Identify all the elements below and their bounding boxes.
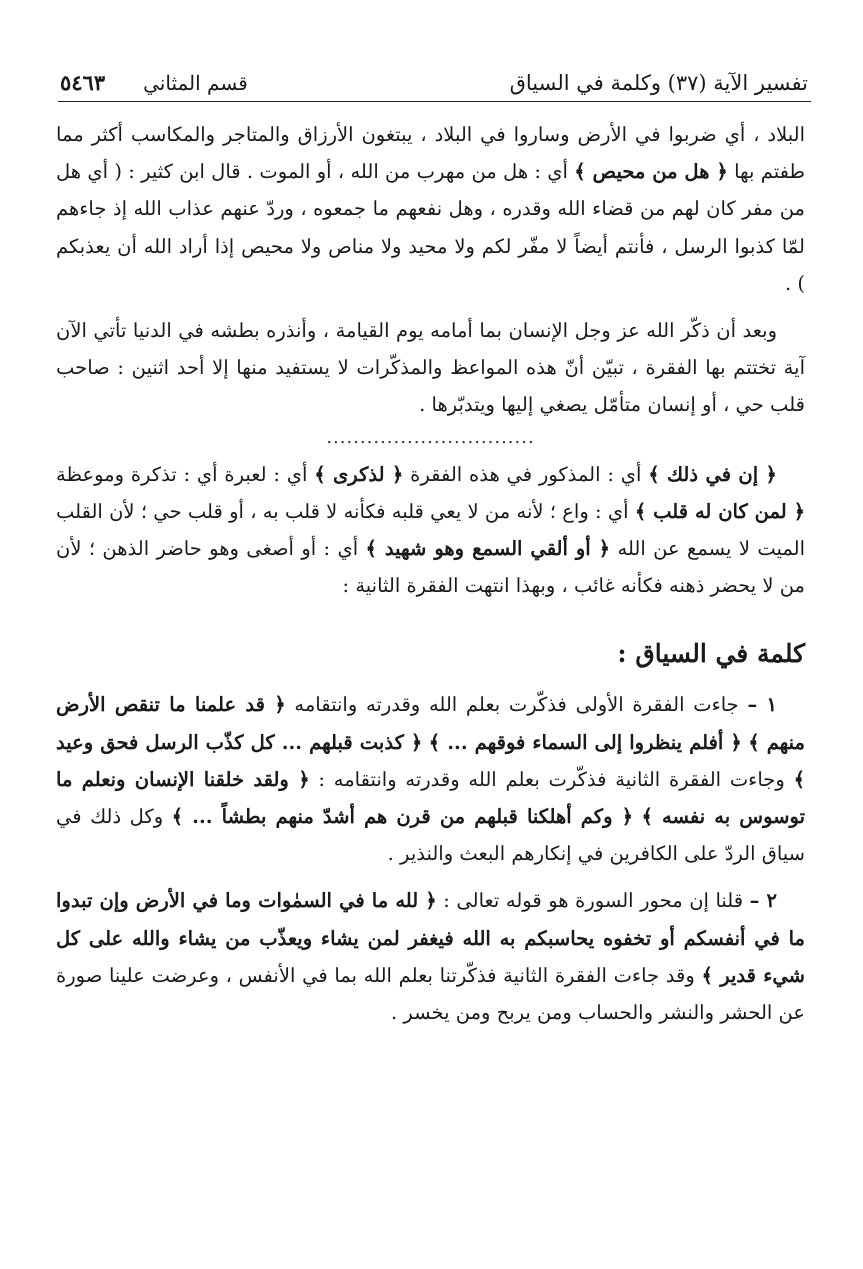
- point-number: ٢ –: [749, 889, 777, 913]
- spacer: [56, 302, 805, 312]
- quran-quote: ﴿ لذكرى ﴾: [314, 462, 404, 486]
- running-title: تفسير الآية (٣٧) وكلمة في السياق: [509, 71, 808, 95]
- spacer: [56, 604, 805, 624]
- quran-quote: ﴿ أو ألقي السمع وهو شهيد ﴾: [365, 537, 611, 561]
- quran-quote: ﴿ وكم أهلكنا قبلهم من قرن هم أشدّ منهم بطشاً ... ﴾: [171, 805, 634, 829]
- quran-quote: ﴿ أفلم ينظروا إلى السماء فوقهم ... ﴾: [428, 730, 742, 754]
- section-name: قسم المثاني: [143, 71, 248, 95]
- spacer: [56, 872, 805, 882]
- numbered-point-2: ٢ – قلنا إن محور السورة هو قوله تعالى : ﴿ لله ما في السمٰوات وما في الأرض وإن تبدوا ما في أنفسكم أو تخفوه يحاسبكم به الله فيغفر لمن يشاء ويعذّب من يشاء والله على كل شيء قدير ﴾ وقد جاءت الفقرة الثانية فذكّرتنا بعلم الله بما في الأنفس ، وعرضت علينا صورة عن الحشر والنشر والحساب ومن يربح ومن يخسر .: [56, 889, 805, 1025]
- page-header: [60, 55, 808, 95]
- quran-quote: ﴿ إن في ذلك ﴾: [648, 462, 777, 486]
- numbered-point-1: ١ – جاءت الفقرة الأولى فذكّرت بعلم الله وقدرته وانتقامه ﴿ قد علمنا ما تنقص الأرض منهم ﴾ ﴿ أفلم ينظروا إلى السماء فوقهم ... ﴾ ﴿ كذبت قبلهم ... كل كذّب الرسل فحق وعيد ﴾ وجاءت الفقرة الثانية فذكّرت بعلم الله وقدرته وانتقامه : ﴿ ولقد خلقنا الإنسان ونعلم ما توسوس به نفسه ﴾ ﴿ وكم أهلكنا قبلهم من قرن هم أشدّ منهم بطشاً ... ﴾ وكل ذلك في سياق الردّ على الكافرين في إنكارهم البعث والنذير .: [56, 693, 805, 866]
- section-heading: كلمة في السياق :: [617, 639, 805, 669]
- quran-quote: ﴿ كذبت قبلهم ... كل كذّب الرسل فحق وعيد ﴾: [56, 730, 805, 791]
- quran-quote: ﴿ ولقد خلقنا الإنسان ونعلم ما توسوس به نفسه ﴾: [56, 767, 805, 829]
- dotted-separator: ...............................: [326, 426, 535, 448]
- page-body: [56, 116, 805, 1031]
- quran-quote: ﴿ لله ما في السمٰوات وما في الأرض وإن تبدوا ما في أنفسكم أو تخفوه يحاسبكم به الله فيغفر لمن يشاء ويعذّب من يشاء والله على كل شيء قدير ﴾: [56, 889, 805, 987]
- spacer: [56, 676, 805, 686]
- quran-quote: ﴿ هل من محيص ﴾: [574, 160, 728, 184]
- header-rule: [58, 101, 811, 102]
- paragraph-commentary: ﴿ إن في ذلك ﴾ أي : المذكور في هذه الفقرة ﴿ لذكرى ﴾ أي : لعبرة أي : تذكرة وموعظة ﴿ لمن كان له قلب ﴾ أي : واع ؛ لأنه من لا يعي قلبه فكأنه لا قلب به ، أو قلب حي ؛ لأن القلب الميت لا يسمع عن الله ﴿ أو ألقي السمع وهو شهيد ﴾ أي : أو أصغى وهو حاضر الذهن ؛ لأن من لا يحضر ذهنه فكأنه غائب ، وبهذا انتهت الفقرة الثانية :: [56, 462, 805, 598]
- quran-quote: ﴿ لمن كان له قلب ﴾: [634, 499, 805, 523]
- paragraph-transition: وبعد أن ذكّر الله عز وجل الإنسان بما أمامه يوم القيامة ، وأنذره بطشه في الدنيا تأتي الآن آية تختتم بها الفقرة ، تبيّن أنّ هذه المواعظ والمذكّرات لا يستفيد منها إلا أحد اثنين : صاحب قلب حي ، أو إنسان متأمّل يصغي إليها ويتدبّرها .: [56, 319, 805, 417]
- paragraph-continuation: البلاد ، أي ضربوا في الأرض وساروا في البلاد ، يبتغون الأرزاق والمتاجر والمكاسب أكثر مما طفتم بها ﴿ هل من محيص ﴾ أي : هل من مهرب من الله ، أو الموت . قال ابن كثير : ( أي هل من مفر كان لهم من قضاء الله وقدره ، وهل نفعهم ما جمعوه ، وردّ عنهم عذاب الله إذ جاءهم لمّا كذبوا الرسل ، فأنتم أيضاً لا مفّر لكم ولا محيد ولا مناص ولا محيص إذا أراد الله أن يعذبكم ) .: [56, 123, 805, 295]
- page-number: ٥٤٦٣: [60, 70, 106, 95]
- quran-quote: ﴿ قد علمنا ما تنقص الأرض منهم ﴾: [56, 693, 805, 754]
- point-number: ١ –: [747, 693, 777, 717]
- header-left-group: [60, 70, 248, 95]
